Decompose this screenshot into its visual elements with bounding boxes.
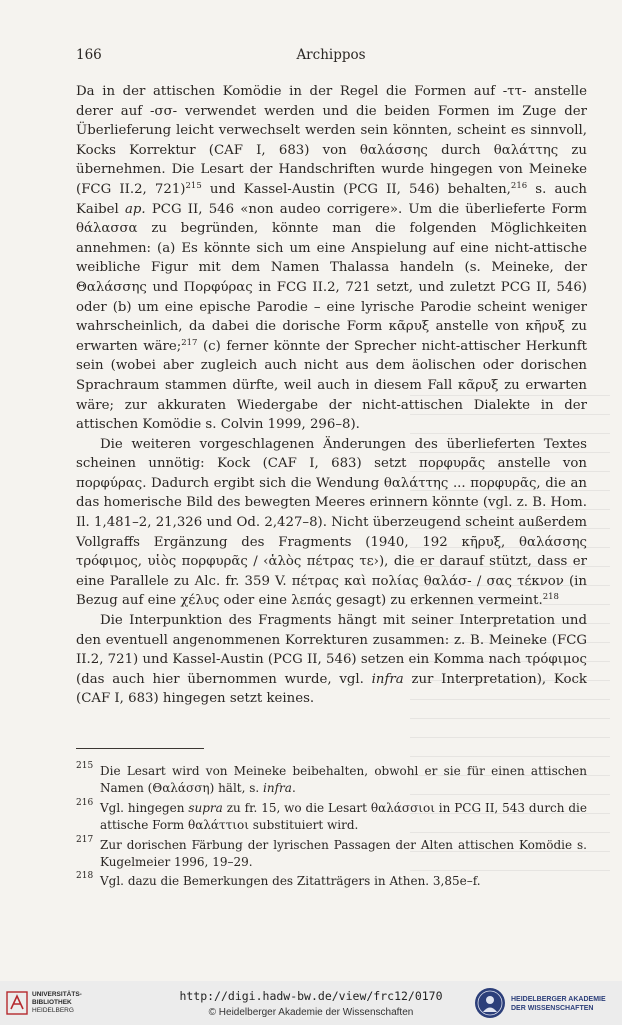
paragraph-1 — [76, 82, 587, 435]
main-text — [76, 82, 587, 709]
academy-name-line: HEIDELBERGER AKADEMIE — [511, 996, 606, 1003]
italic-text: infra — [263, 781, 292, 796]
footnote-number: 216 — [76, 797, 94, 808]
text-run: s. auch Kaibel — [76, 181, 587, 217]
academy-name-line: DER WISSENSCHAFTEN — [511, 1005, 594, 1012]
permalink-url[interactable]: http://digi.hadw-bw.de/view/frc12/0170 — [179, 989, 443, 1003]
footnote-217 — [76, 834, 587, 872]
footnote-text: zu fr. 15, wo die Lesart θαλάσσιοι in PCG II, 543 durch die attische Form θαλάττιοι substituiert wird. — [100, 800, 588, 833]
text-run: PCG II, 546 «non audeo corrigere». Um die überlieferte Form θάλασσα zu begründen, könnte man die folgenden Möglichkeiten annehmen: (a) Es könnte sich um eine Anspielung auf eine nicht-attische weibliche Figur mit dem Namen Thalassa handeln (s. Meineke, der Θαλάσσης und Πορφύρας in FCG II.2, 721 setzt, und zuletzt PCG II, 546) oder (b) um eine epische Parodie – eine lyrische Parodie scheint weniger wahrscheinlich, da dabei die dorische Form κᾶρυξ anstelle von κῆρυξ zu erwarten wäre; — [76, 201, 587, 354]
footnote-ref-216[interactable]: 216 — [510, 180, 528, 191]
text-run: Die weiteren vorgeschlagenen Änderungen des überlieferten Textes scheinen unnötig: Kock (CAF I, 683) setzt πορφυρᾶς anstelle von πορφύρας. Dadurch ergibt sich die Wendung θαλάττης ... πορφυρᾶς, die an das homerische Bild des bewegten Meeres erinnern könnte (vgl. z. B. Hom. Il. 1,481–2, 21,326 und Od. 2,427–8). Nicht überzeugend scheint außerdem Vollgraffs Ergänzung des Fragments (1940, 192 κῆρυξ, θαλάσσης τρόφιμος, υἱὸς πορφυρᾶς / ‹ἁλὸς πέτρας τε›), die er darauf stützt, dass er eine Parallele zu Alc. fr. 359 V. πέτρας καὶ πολίας θαλάσ- / σας τέκνον (in Bezug auf eine χέλυς oder eine λεπάς gesagt) zu erkennen vermeint. — [76, 436, 587, 609]
library-name-line: UNIVERSITÄTS- — [32, 991, 82, 998]
running-head: Archippos — [296, 47, 366, 63]
text-run: Die Interpunktion des Fragments hängt mit seiner Interpretation und den eventuell angenommenen Korrekturen zusammen: z. B. Meineke (FCG II.2, 721) und Kassel-Austin (PCG II, 546) setzen ein Komma nach τρόφιμος (das auch hier übernommen wurde, vgl. — [76, 613, 587, 687]
text-run: und Kassel-Austin (PCG II, 546) behalten, — [201, 181, 511, 197]
footnote-ref-218[interactable]: 218 — [542, 592, 559, 603]
footnote-ref-217[interactable]: 217 — [181, 337, 198, 348]
paragraph-2 — [76, 435, 587, 611]
footnote-text: Die Lesart wird von Meineke beibehalten, obwohl er sie für einen attischen Namen (Θαλάσση) hält, s. — [100, 764, 587, 796]
footnote-divider — [76, 748, 204, 749]
academy-seal-icon — [474, 987, 506, 1019]
academy-name — [511, 995, 606, 1013]
footnote-text: Vgl. dazu die Bemerkungen des Zitatträgers in Athen. 3,85e–f. — [100, 874, 481, 889]
footnote-text: . — [291, 781, 296, 796]
footnote-number: 218 — [76, 871, 94, 882]
text-run: Da in der attischen Komödie in der Regel die Formen auf -ττ- anstelle derer auf -σσ- verwendet werden und die beiden Formen im Zuge der Überlieferung leicht verwechselt werden sein könnten, scheint es sinnvoll, Kocks Korrektur (CAF I, 683) von θαλάσσης durch θαλάττης zu übernehmen. Die Lesart der Handschriften wurde hingegen von Meineke (FCG II.2, 721) — [76, 84, 587, 197]
footnote-text: Vgl. hingegen — [100, 800, 189, 815]
footnote-number: 217 — [76, 834, 94, 845]
footnote-number: 215 — [76, 761, 94, 771]
viewer-footer — [0, 981, 622, 1025]
page-number: 166 — [76, 47, 102, 63]
library-name-line: BIBLIOTHEK — [32, 999, 72, 1006]
footnote-216 — [76, 797, 588, 835]
footnote-218 — [76, 873, 587, 890]
footnote-text: Zur dorischen Färbung der lyrischen Passagen der Alten attischen Komödie s. Kugelmeier 1996, 19–29. — [100, 837, 587, 870]
academy-logo[interactable] — [474, 986, 616, 1020]
copyright-notice: © Heidelberger Akademie der Wissenschaften — [208, 1007, 414, 1018]
text-run: zur Interpretation), Kock (CAF I, 683) hingegen setzt keines. — [76, 671, 587, 707]
footnotes — [76, 763, 587, 893]
library-name-line: HEIDELBERG — [32, 1007, 74, 1014]
italic-text: ap. — [124, 201, 146, 217]
footnote-215 — [76, 763, 587, 798]
paragraph-3 — [76, 611, 587, 709]
page-header — [76, 47, 586, 69]
footnote-ref-215[interactable]: 215 — [185, 180, 202, 191]
italic-text: supra — [188, 800, 223, 815]
text-run: (c) ferner könnte der Sprecher nicht-attischer Herkunft sein (wobei aber zugleich auch nicht aus dem äolischen oder dorischen Sprachraum stammen dürfte, weil auch in diesem Fall κᾶρυξ zu erwarten wäre; zur akkuraten Wiedergabe der nicht-attischen Dialekte in der attischen Komödie s. Colvin 1999, 296–8). — [76, 338, 587, 433]
italic-text: infra — [371, 671, 404, 687]
